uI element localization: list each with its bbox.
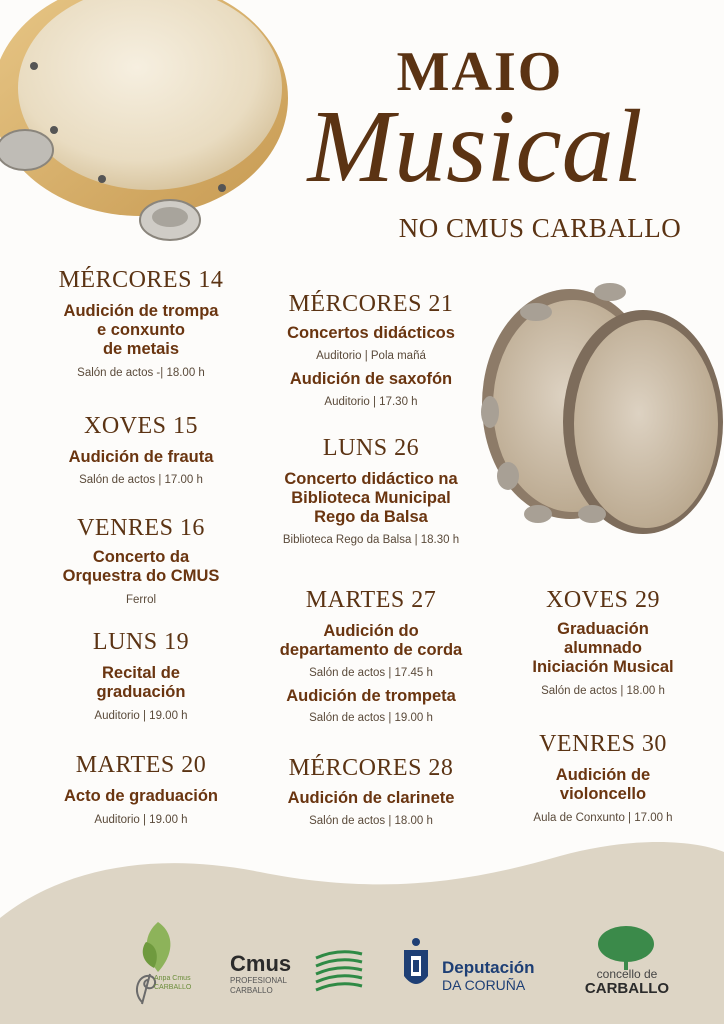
day-block-luns-19: [26, 630, 256, 723]
event-place: Ferrol: [125, 594, 157, 606]
event-place: Salón de actos -| 18.00 h: [77, 367, 205, 379]
event-title: Audición de trompeta: [286, 687, 456, 705]
cmus-line1: PROFESIONAL: [230, 976, 287, 985]
tambourine-image-right: [478, 282, 724, 544]
logo-deputacion: [398, 936, 548, 996]
day-block-xoves-15: [26, 414, 256, 487]
concello-line1: concello de: [596, 967, 658, 981]
event-place: Auditorio | Pola mañá: [316, 350, 426, 362]
day-heading: XOVES 29: [545, 587, 660, 613]
day-heading: VENRES 16: [77, 515, 205, 541]
leaf-clef-icon: [128, 912, 188, 1007]
logo-anpa-cmus: [128, 912, 208, 1007]
cmus-line2: CARBALLO: [230, 986, 273, 995]
event-title: Audición de frauta: [68, 448, 214, 466]
event-title: Audición de trompa e conxunto de metais: [63, 302, 219, 358]
event-place: Biblioteca Rego da Balsa | 18.30 h: [282, 534, 460, 546]
cmus-name: Cmus: [230, 951, 292, 976]
event-title: Acto de graduación: [63, 787, 219, 805]
event-place: Salón de actos | 17.00 h: [79, 474, 203, 486]
title-musical: Musical: [307, 89, 643, 204]
day-block-luns-26: [256, 436, 486, 547]
day-heading: MARTES 20: [75, 752, 207, 778]
event-place: Auditorio | 19.00 h: [94, 710, 188, 722]
event-place: Salón de actos | 18.00 h: [309, 815, 433, 827]
event-place: Aula de Conxunto | 17.00 h: [533, 812, 673, 824]
event-place: Salón de actos | 18.00 h: [541, 685, 665, 697]
event-place: Salón de actos | 19.00 h: [309, 712, 433, 724]
day-heading: VENRES 30: [539, 731, 667, 757]
anpa-line2: CARBALLO: [154, 984, 192, 991]
day-block-martes-27: [256, 588, 486, 725]
day-heading: MARTES 27: [305, 587, 437, 613]
tambourine-image-top: [0, 0, 290, 255]
event-title: Concerto didáctico na Biblioteca Municipal Rego da Balsa: [284, 470, 458, 526]
day-block-mercores-28: [256, 756, 486, 828]
anpa-line1: Anpa Cmus: [154, 975, 191, 982]
event-place: Auditorio | 17.30 h: [324, 396, 418, 408]
day-heading: XOVES 15: [83, 413, 198, 439]
event-title: Audición do departamento de corda: [279, 622, 463, 659]
coat-of-arms-icon: [398, 936, 434, 994]
event-place: Salón de actos | 17.45 h: [309, 667, 433, 679]
deputacion-line2: DA CORUÑA: [442, 977, 526, 993]
day-block-mercores-21: [256, 292, 486, 409]
day-heading: LUNS 19: [92, 629, 190, 655]
day-heading: LUNS 26: [322, 435, 420, 461]
day-block-venres-16: [26, 516, 256, 607]
day-block-venres-30: [488, 732, 718, 825]
title-subtitle: NO CMUS CARBALLO: [398, 213, 682, 243]
event-title: Audición de violoncello: [555, 766, 651, 803]
day-heading: MÉRCORES 21: [288, 291, 454, 317]
day-block-xoves-29: [488, 588, 718, 698]
day-heading: MÉRCORES 28: [288, 755, 454, 781]
concello-line2: CARBALLO: [584, 980, 670, 997]
day-block-mercores-14: [26, 268, 256, 380]
event-title: Concertos didácticos: [287, 324, 455, 342]
event-title: Audición de saxofón: [289, 370, 453, 388]
title-maio: MAIO: [396, 41, 564, 103]
logo-cmus: [230, 952, 370, 1002]
tree-icon: [596, 924, 656, 972]
event-title: Audición de clarinete: [287, 789, 455, 807]
day-block-martes-20: [26, 753, 256, 827]
day-heading: MÉRCORES 14: [58, 267, 224, 293]
deputacion-line1: Deputación: [442, 958, 535, 977]
logo-concello: [582, 924, 672, 1004]
event-place: Auditorio | 19.00 h: [94, 814, 188, 826]
event-title: Concerto da Orquestra do CMUS: [62, 548, 220, 585]
stripes-icon: [314, 948, 364, 994]
event-title: Recital de graduación: [96, 664, 186, 701]
event-title: Graduación alumnado Iniciación Musical: [532, 620, 674, 676]
